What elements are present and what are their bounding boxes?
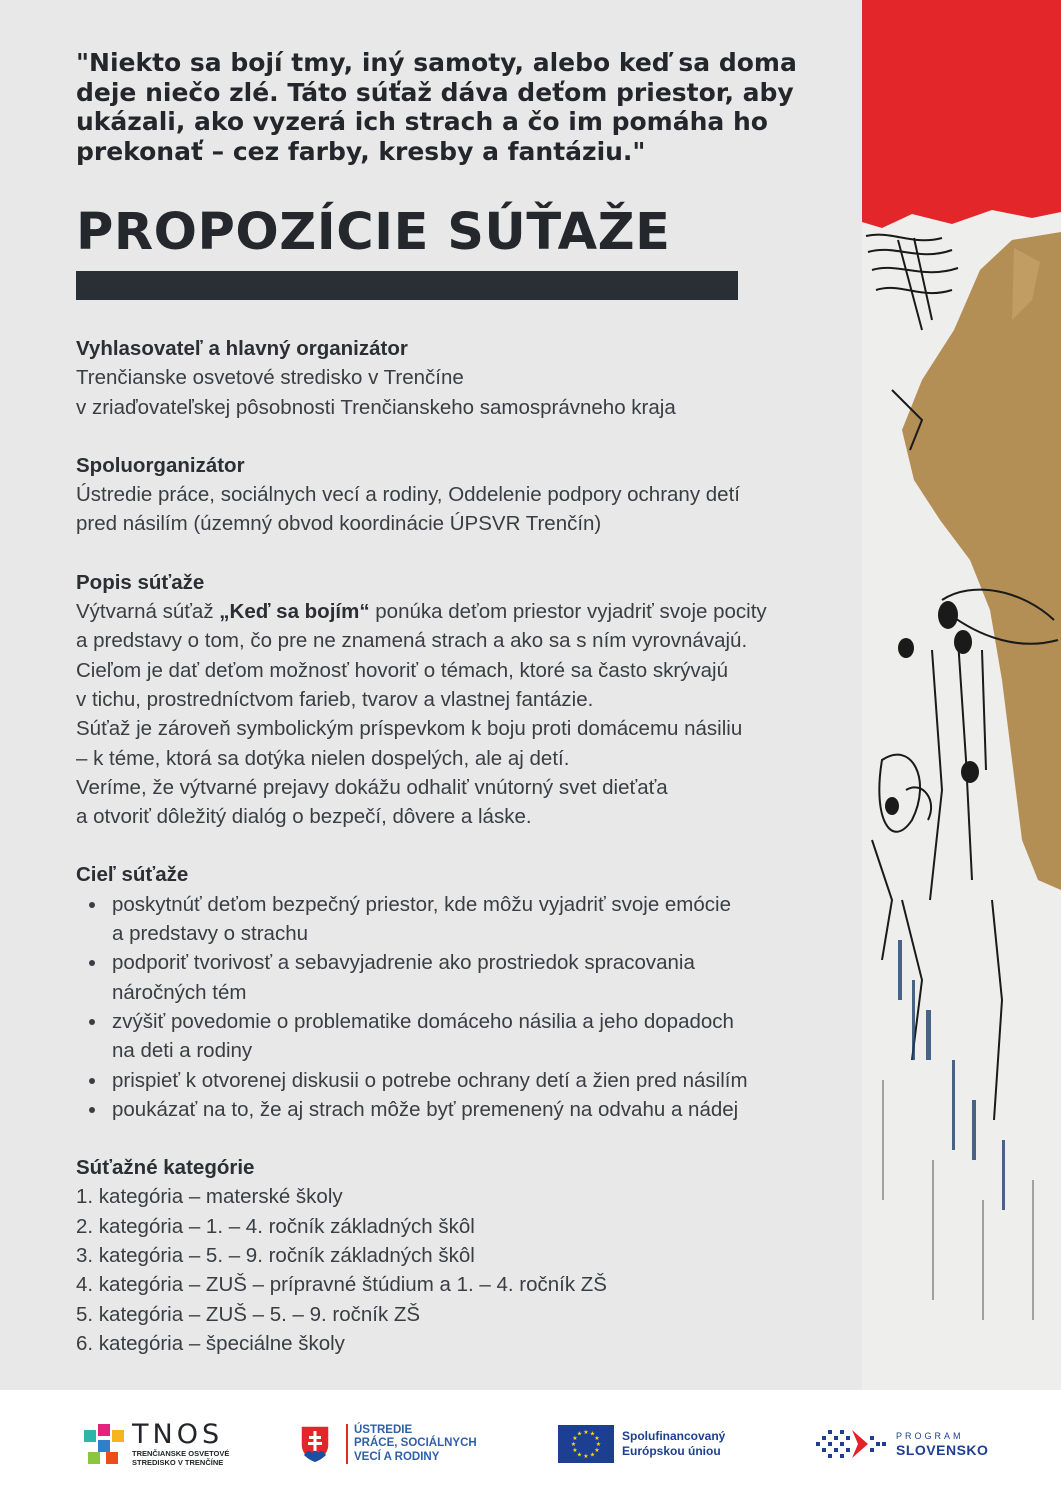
goals-heading: Cieľ súťaže — [76, 863, 189, 887]
section-description — [76, 568, 856, 832]
svg-text:★: ★ — [594, 1435, 600, 1442]
description-line: a predstavy o tom, čo pre ne znamená strach a ako sa s ním vyrovnávajú. — [76, 629, 748, 653]
coorganizer-line: Ústredie práce, sociálnych vecí a rodiny, Oddelenie podpory ochrany detí — [76, 483, 740, 507]
intro-quote: "Niekto sa bojí tmy, iný samoty, alebo keď sa doma deje niečo zlé. Táto súťaž dáva deťom priestor, aby ukázali, ako vyzerá ich strach a čo im pomáha ho prekonať – cez farby, kresby a fantáziu." — [76, 48, 797, 166]
svg-text:★: ★ — [572, 1447, 578, 1454]
svg-text:★: ★ — [583, 1453, 589, 1460]
goal-item: poukázať na to, že aj strach môže byť premenený na odvahu a nádej — [76, 1095, 856, 1124]
category-item: 4. kategória – ZUŠ – prípravné štúdium a 1. – 4. ročník ZŠ — [76, 1273, 607, 1297]
description-heading: Popis súťaže — [76, 570, 205, 594]
artwork-strip — [862, 0, 1061, 1390]
svg-text:★: ★ — [595, 1441, 602, 1448]
svg-text:★: ★ — [570, 1441, 577, 1448]
description-text: ponúka deťom priestor vyjadriť svoje pocity — [369, 600, 767, 624]
svg-text:★: ★ — [576, 1430, 583, 1438]
coorganizer-line: pred násilím (územný obvod koordinácie ÚPSVR Trenčín) — [76, 512, 602, 536]
eu-flag-icon — [558, 1425, 614, 1463]
eu-cofunded-logo — [558, 1408, 725, 1480]
organizer-line: v zriaďovateľskej pôsobnosti Trenčianskeho samosprávneho kraja — [76, 395, 676, 419]
program-line: PROGRAM — [896, 1431, 964, 1441]
category-item: 2. kategória – 1. – 4. ročník základných škôl — [76, 1214, 475, 1238]
content — [76, 334, 856, 1387]
description-line: – k téme, ktorá sa dotýka nielen dospelých, ale aj detí. — [76, 746, 570, 770]
description-line: a otvoriť dôležitý dialóg o bezpečí, dôvere a láske. — [76, 805, 532, 829]
section-organizer — [76, 334, 856, 422]
eu-line: Európskou úniou — [622, 1444, 721, 1458]
upsvr-line: ÚSTREDIE — [354, 1423, 413, 1436]
upsvr-logo — [300, 1408, 477, 1480]
goal-item: podporiť tvorivosť a sebavyjadrenie ako prostriedok spracovania náročných tém — [76, 948, 856, 1007]
upsvr-text — [346, 1424, 477, 1465]
svg-text:★: ★ — [572, 1435, 578, 1442]
category-item: 6. kategória – špeciálne školy — [76, 1331, 345, 1355]
category-item: 3. kategória – 5. – 9. ročník základných škôl — [76, 1244, 475, 1268]
tnos-subtitle: STREDISKO V TRENČÍNE — [132, 1458, 224, 1467]
tnos-mark-icon — [82, 1422, 126, 1466]
program-text — [896, 1430, 988, 1458]
tnos-text — [132, 1421, 229, 1467]
categories-list — [76, 1182, 856, 1358]
slovak-coat-of-arms-icon — [300, 1425, 330, 1463]
description-line: Veríme, že výtvarné prejavy dokážu odhaliť vnútorný svet dieťaťa — [76, 775, 668, 799]
svg-text:★: ★ — [583, 1429, 589, 1436]
tnos-subtitle: TRENČIANSKE OSVETOVÉ — [132, 1449, 230, 1458]
svg-text:★: ★ — [589, 1451, 596, 1459]
program-slovensko-logo — [812, 1408, 988, 1480]
description-line — [76, 597, 856, 626]
title-underline-bar — [76, 271, 738, 300]
tnos-logo — [82, 1408, 229, 1480]
children-drawing-artwork — [862, 0, 1061, 1390]
goals-list — [76, 890, 856, 1124]
eu-text — [622, 1429, 725, 1459]
page-title: PROPOZÍCIE SÚŤAŽE — [76, 203, 671, 262]
category-item: 1. kategória – materské školy — [76, 1185, 343, 1209]
svg-text:★: ★ — [576, 1451, 583, 1459]
organizer-heading: Vyhlasovateľ a hlavný organizátor — [76, 337, 408, 360]
section-goals — [76, 860, 856, 1124]
goal-item: prispieť k otvorenej diskusii o potrebe ochrany detí a žien pred násilím — [76, 1066, 856, 1095]
goal-item: zvýšiť povedomie o problematike domáceho násilia a jeho dopadoch na deti a rodiny — [76, 1007, 856, 1066]
upsvr-line: VECÍ A RODINY — [354, 1450, 440, 1463]
contest-name: „Keď sa bojím“ — [219, 600, 370, 624]
tnos-name: TNOS — [132, 1419, 224, 1450]
program-line: SLOVENSKO — [896, 1442, 989, 1458]
organizer-line: Trenčianske osvetové stredisko v Trenčíne — [76, 366, 464, 390]
coorganizer-heading: Spoluorganizátor — [76, 453, 245, 477]
description-line: Cieľom je dať deťom možnosť hovoriť o témach, ktoré sa často skrývajú — [76, 658, 728, 682]
description-text: Výtvarná súťaž — [76, 600, 220, 624]
svg-text:★: ★ — [589, 1430, 596, 1438]
goal-item: poskytnúť deťom bezpečný priestor, kde môžu vyjadriť svoje emócie a predstavy o strachu — [76, 890, 856, 949]
category-item: 5. kategória – ZUŠ – 5. – 9. ročník ZŠ — [76, 1302, 421, 1326]
section-categories — [76, 1153, 856, 1358]
categories-heading: Súťažné kategórie — [76, 1156, 255, 1180]
upsvr-line: PRÁCE, SOCIÁLNYCH — [354, 1437, 477, 1450]
eu-line: Spolufinancovaný — [622, 1429, 726, 1443]
footer-logos — [0, 1390, 1061, 1500]
description-line: v tichu, prostredníctvom farieb, tvarov a vlastnej fantázie. — [76, 687, 594, 711]
section-coorganizer — [76, 451, 856, 539]
description-line: Súťaž je zároveň symbolickým príspevkom k boju proti domácemu násiliu — [76, 717, 743, 741]
svg-text:★: ★ — [594, 1447, 600, 1454]
program-slovensko-mark-icon — [812, 1424, 888, 1464]
